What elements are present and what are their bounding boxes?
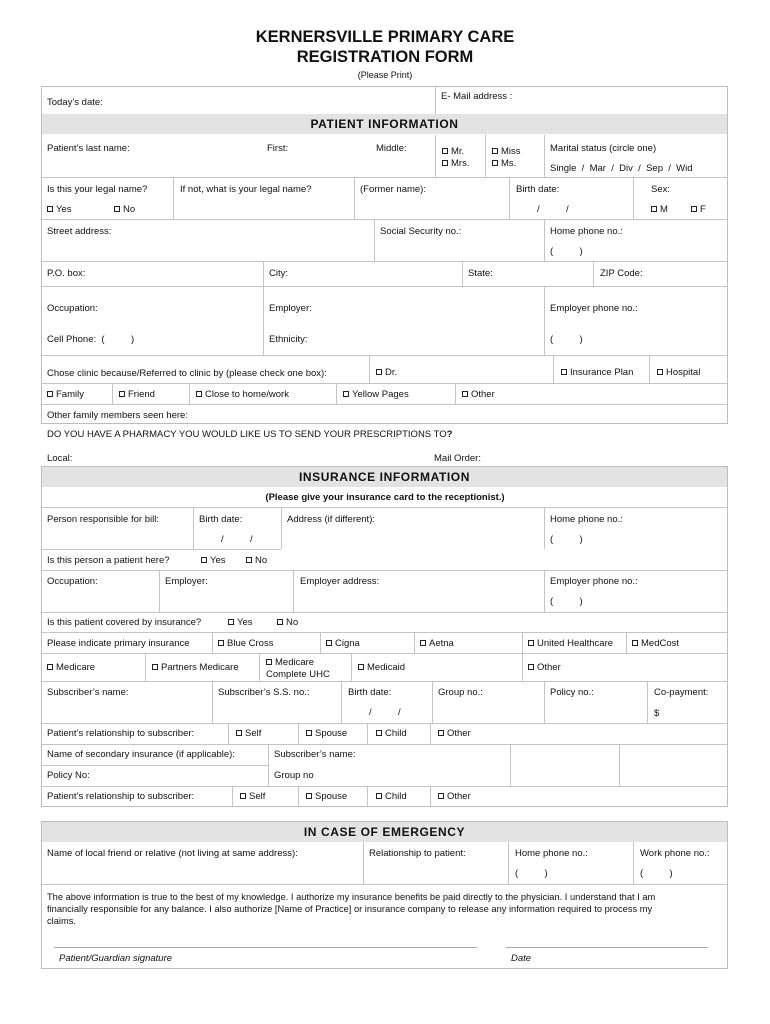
secondary-policy-field[interactable]: Policy No: bbox=[47, 770, 90, 781]
insurance-note: (Please give your insurance card to the receptionist.) bbox=[265, 492, 505, 503]
referral-family-checkbox[interactable]: Family bbox=[47, 389, 84, 400]
responsible-phone-label: Home phone no.: bbox=[550, 514, 623, 525]
medicare-complete-checkbox[interactable]: Medicare bbox=[266, 657, 314, 668]
authorization-statement-line2: financially responsible for any balance. I also authorize [Name of Practice] or insurance company to release any information required to process my bbox=[47, 904, 653, 914]
first-name-field[interactable]: First: bbox=[267, 143, 289, 154]
checkbox-icon bbox=[438, 793, 444, 799]
po-box-field[interactable]: P.O. box: bbox=[47, 268, 86, 279]
marital-status-options[interactable]: Single / Mar / Div / Sep / Wid bbox=[550, 163, 693, 174]
other-family-field[interactable]: Other family members seen here: bbox=[47, 410, 188, 421]
referral-yellow-pages-checkbox[interactable]: Yellow Pages bbox=[343, 389, 409, 400]
secondary-subscriber-field[interactable]: Subscriber’s name: bbox=[274, 749, 356, 760]
checkbox-icon bbox=[376, 793, 382, 799]
checkbox-icon bbox=[528, 640, 534, 646]
checkbox-icon bbox=[240, 793, 246, 799]
form-title-line2: REGISTRATION FORM bbox=[296, 48, 474, 66]
checkbox-icon bbox=[152, 664, 158, 670]
employer-field[interactable]: Employer: bbox=[269, 303, 312, 314]
birth-date-field[interactable]: / / bbox=[537, 204, 569, 215]
email-field[interactable]: E- Mail address : bbox=[441, 91, 513, 102]
title-miss-checkbox[interactable]: Miss bbox=[492, 146, 521, 157]
title-mr-checkbox[interactable]: Mr. bbox=[442, 146, 464, 157]
relationship2-other-checkbox[interactable]: Other bbox=[438, 791, 471, 802]
street-address-field[interactable]: Street address: bbox=[47, 226, 112, 237]
sex-f-checkbox[interactable]: F bbox=[691, 204, 706, 215]
checkbox-icon bbox=[343, 391, 349, 397]
medicaid-checkbox[interactable]: Medicaid bbox=[358, 662, 405, 673]
marital-status-label: Marital status (circle one) bbox=[550, 143, 657, 154]
emergency-home-phone-field[interactable]: ( ) bbox=[515, 868, 548, 879]
emergency-work-phone-label: Work phone no.: bbox=[640, 848, 710, 859]
relationship2-child-checkbox[interactable]: Child bbox=[376, 791, 407, 802]
date-label: Date bbox=[511, 953, 532, 964]
checkbox-icon bbox=[114, 206, 120, 212]
is-patient-no[interactable]: No bbox=[246, 555, 267, 566]
checkbox-icon bbox=[119, 391, 125, 397]
checkbox-icon bbox=[201, 557, 207, 563]
home-phone-label: Home phone no.: bbox=[550, 226, 623, 237]
referral-other-checkbox[interactable]: Other bbox=[462, 389, 495, 400]
checkbox-icon bbox=[528, 664, 534, 670]
checkbox-icon bbox=[651, 206, 657, 212]
relationship2-self-checkbox[interactable]: Self bbox=[240, 791, 265, 802]
ins-employer-address-field[interactable]: Employer address: bbox=[300, 576, 380, 587]
last-name-field[interactable]: Patient’s last name: bbox=[47, 143, 130, 154]
checkbox-icon bbox=[691, 206, 697, 212]
insurance-info-heading: INSURANCE INFORMATION bbox=[42, 467, 727, 487]
secondary-group-field[interactable]: Group no bbox=[274, 770, 314, 781]
checkbox-icon bbox=[657, 369, 663, 375]
ins-employer-phone-field[interactable]: ( ) bbox=[550, 596, 583, 607]
emergency-home-phone-label: Home phone no.: bbox=[515, 848, 588, 859]
ins-occupation-field[interactable]: Occupation: bbox=[47, 576, 98, 587]
responsible-address-field[interactable]: Address (if different): bbox=[287, 514, 376, 525]
checkbox-icon bbox=[420, 640, 426, 646]
checkbox-icon bbox=[376, 369, 382, 375]
covered-no[interactable]: No bbox=[277, 617, 298, 628]
checkbox-icon bbox=[236, 730, 242, 736]
united-healthcare-checkbox[interactable]: United Healthcare bbox=[528, 638, 613, 649]
ethnicity-field[interactable]: Ethnicity: bbox=[269, 334, 308, 345]
relationship2-label: Patient’s relationship to subscriber: bbox=[47, 791, 195, 802]
checkbox-icon bbox=[196, 391, 202, 397]
copay-field[interactable]: $ bbox=[654, 708, 660, 719]
referral-friend-checkbox[interactable]: Friend bbox=[119, 389, 155, 400]
responsible-birth-field[interactable]: / / bbox=[221, 534, 253, 545]
form-subtitle: (Please Print) bbox=[357, 70, 413, 80]
checkbox-icon bbox=[326, 640, 332, 646]
todays-date-field[interactable]: Today’s date: bbox=[47, 97, 103, 108]
checkbox-icon bbox=[306, 730, 312, 736]
checkbox-icon bbox=[277, 619, 283, 625]
cigna-checkbox[interactable]: Cigna bbox=[326, 638, 360, 649]
checkbox-icon bbox=[47, 206, 53, 212]
legal-name-yes[interactable]: Yes bbox=[47, 204, 72, 215]
birth-date-label: Birth date: bbox=[516, 184, 560, 195]
relationship-other-checkbox[interactable]: Other bbox=[438, 728, 471, 739]
pharmacy-question: DO YOU HAVE A PHARMACY YOU WOULD LIKE US TO SEND YOUR PRESCRIPTIONS TO? bbox=[47, 429, 453, 440]
other-insurance-checkbox[interactable]: Other bbox=[528, 662, 561, 673]
checkbox-icon bbox=[492, 148, 498, 154]
checkbox-icon bbox=[266, 659, 272, 665]
zip-field[interactable]: ZIP Code: bbox=[600, 268, 643, 279]
home-phone-field[interactable]: ( ) bbox=[550, 246, 583, 257]
relationship-self-checkbox[interactable]: Self bbox=[236, 728, 261, 739]
authorization-statement-line3: claims. bbox=[47, 916, 76, 926]
title-ms-checkbox[interactable]: Ms. bbox=[492, 158, 516, 169]
state-field[interactable]: State: bbox=[468, 268, 493, 279]
title-mrs-checkbox[interactable]: Mrs. bbox=[442, 158, 469, 169]
legal-name-question: Is this your legal name? bbox=[47, 184, 148, 195]
relationship2-spouse-checkbox[interactable]: Spouse bbox=[306, 791, 347, 802]
cell-phone-field[interactable]: Cell Phone: ( ) bbox=[47, 334, 135, 345]
is-patient-question: Is this person a patient here? bbox=[47, 555, 170, 566]
signature-line[interactable] bbox=[54, 947, 477, 948]
patient-info-heading: PATIENT INFORMATION bbox=[42, 114, 727, 134]
secondary-insurance-field[interactable]: Name of secondary insurance (if applicable): bbox=[47, 749, 235, 760]
ssn-field[interactable]: Social Security no.: bbox=[380, 226, 462, 237]
relationship-child-checkbox[interactable]: Child bbox=[376, 728, 407, 739]
checkbox-icon bbox=[358, 664, 364, 670]
checkbox-icon bbox=[632, 640, 638, 646]
mail-order-pharmacy-field[interactable]: Mail Order: bbox=[434, 453, 481, 464]
employer-phone-label: Employer phone no.: bbox=[550, 303, 638, 314]
subscriber-name-field[interactable]: Subscriber’s name: bbox=[47, 687, 129, 698]
group-number-field[interactable]: Group no.: bbox=[438, 687, 483, 698]
relationship-spouse-checkbox[interactable]: Spouse bbox=[306, 728, 347, 739]
copay-label: Co-payment: bbox=[654, 687, 709, 698]
subscriber-birth-label: Birth date: bbox=[348, 687, 392, 698]
checkbox-icon bbox=[561, 369, 567, 375]
checkbox-icon bbox=[492, 160, 498, 166]
checkbox-icon bbox=[462, 391, 468, 397]
local-pharmacy-field[interactable]: Local: bbox=[47, 453, 73, 464]
sex-label: Sex: bbox=[651, 184, 671, 195]
aetna-checkbox[interactable]: Aetna bbox=[420, 638, 454, 649]
covered-yes[interactable]: Yes bbox=[228, 617, 253, 628]
date-line[interactable] bbox=[506, 947, 708, 948]
responsible-party-field[interactable]: Person responsible for bill: bbox=[47, 514, 159, 525]
emergency-work-phone-field[interactable]: ( ) bbox=[640, 868, 673, 879]
relationship-label: Patient’s relationship to subscriber: bbox=[47, 728, 195, 739]
referral-dr-checkbox[interactable]: Dr. bbox=[376, 367, 397, 378]
checkbox-icon bbox=[246, 557, 252, 563]
checkbox-icon bbox=[47, 391, 53, 397]
checkbox-icon bbox=[442, 160, 448, 166]
checkbox-icon bbox=[442, 148, 448, 154]
city-field[interactable]: City: bbox=[269, 268, 288, 279]
legal-name-field[interactable]: If not, what is your legal name? bbox=[180, 184, 312, 195]
checkbox-icon bbox=[228, 619, 234, 625]
checkbox-icon bbox=[438, 730, 444, 736]
referral-insurance-checkbox[interactable]: Insurance Plan bbox=[561, 367, 633, 378]
responsible-birth-label: Birth date: bbox=[199, 514, 243, 525]
checkbox-icon bbox=[47, 664, 53, 670]
emergency-contact-name-field[interactable]: Name of local friend or relative (not living at same address): bbox=[47, 848, 298, 859]
partners-medicare-checkbox[interactable]: Partners Medicare bbox=[152, 662, 239, 673]
medicare-checkbox[interactable]: Medicare bbox=[47, 662, 95, 673]
policy-number-field[interactable]: Policy no.: bbox=[550, 687, 594, 698]
occupation-field[interactable]: Occupation: bbox=[47, 303, 98, 314]
responsible-phone-field[interactable]: ( ) bbox=[550, 534, 583, 545]
blue-cross-checkbox[interactable]: Blue Cross bbox=[218, 638, 273, 649]
ins-employer-phone-label: Employer phone no.: bbox=[550, 576, 638, 587]
emergency-relationship-field[interactable]: Relationship to patient: bbox=[369, 848, 466, 859]
authorization-statement-line1: The above information is true to the best of my knowledge. I authorize my insurance benefits be paid directly to the physician. I understand that I am bbox=[47, 892, 656, 902]
subscriber-birth-field[interactable]: / / bbox=[369, 707, 401, 718]
signature-label: Patient/Guardian signature bbox=[59, 953, 173, 964]
referral-hospital-checkbox[interactable]: Hospital bbox=[657, 367, 700, 378]
is-patient-yes[interactable]: Yes bbox=[201, 555, 226, 566]
checkbox-icon bbox=[306, 793, 312, 799]
covered-question: Is this patient covered by insurance? bbox=[47, 617, 202, 628]
medcost-checkbox[interactable]: MedCost bbox=[632, 638, 679, 649]
medicare-complete-label-2: Complete UHC bbox=[266, 669, 330, 680]
legal-name-no[interactable]: No bbox=[114, 204, 135, 215]
middle-name-field[interactable]: Middle: bbox=[376, 143, 407, 154]
sex-m-checkbox[interactable]: M bbox=[651, 204, 668, 215]
checkbox-icon bbox=[218, 640, 224, 646]
referral-question: Chose clinic because/Referred to clinic by (please check one box): bbox=[47, 368, 327, 379]
checkbox-icon bbox=[376, 730, 382, 736]
employer-phone-field[interactable]: ( ) bbox=[550, 334, 583, 345]
emergency-heading: IN CASE OF EMERGENCY bbox=[42, 822, 727, 842]
form-title-line1: KERNERSVILLE PRIMARY CARE bbox=[255, 28, 515, 46]
ins-employer-field[interactable]: Employer: bbox=[165, 576, 208, 587]
subscriber-ss-field[interactable]: Subscriber’s S.S. no.: bbox=[218, 687, 310, 698]
primary-insurance-label: Please indicate primary insurance bbox=[47, 638, 190, 649]
former-name-field[interactable]: (Former name): bbox=[360, 184, 426, 195]
referral-close-checkbox[interactable]: Close to home/work bbox=[196, 389, 289, 400]
